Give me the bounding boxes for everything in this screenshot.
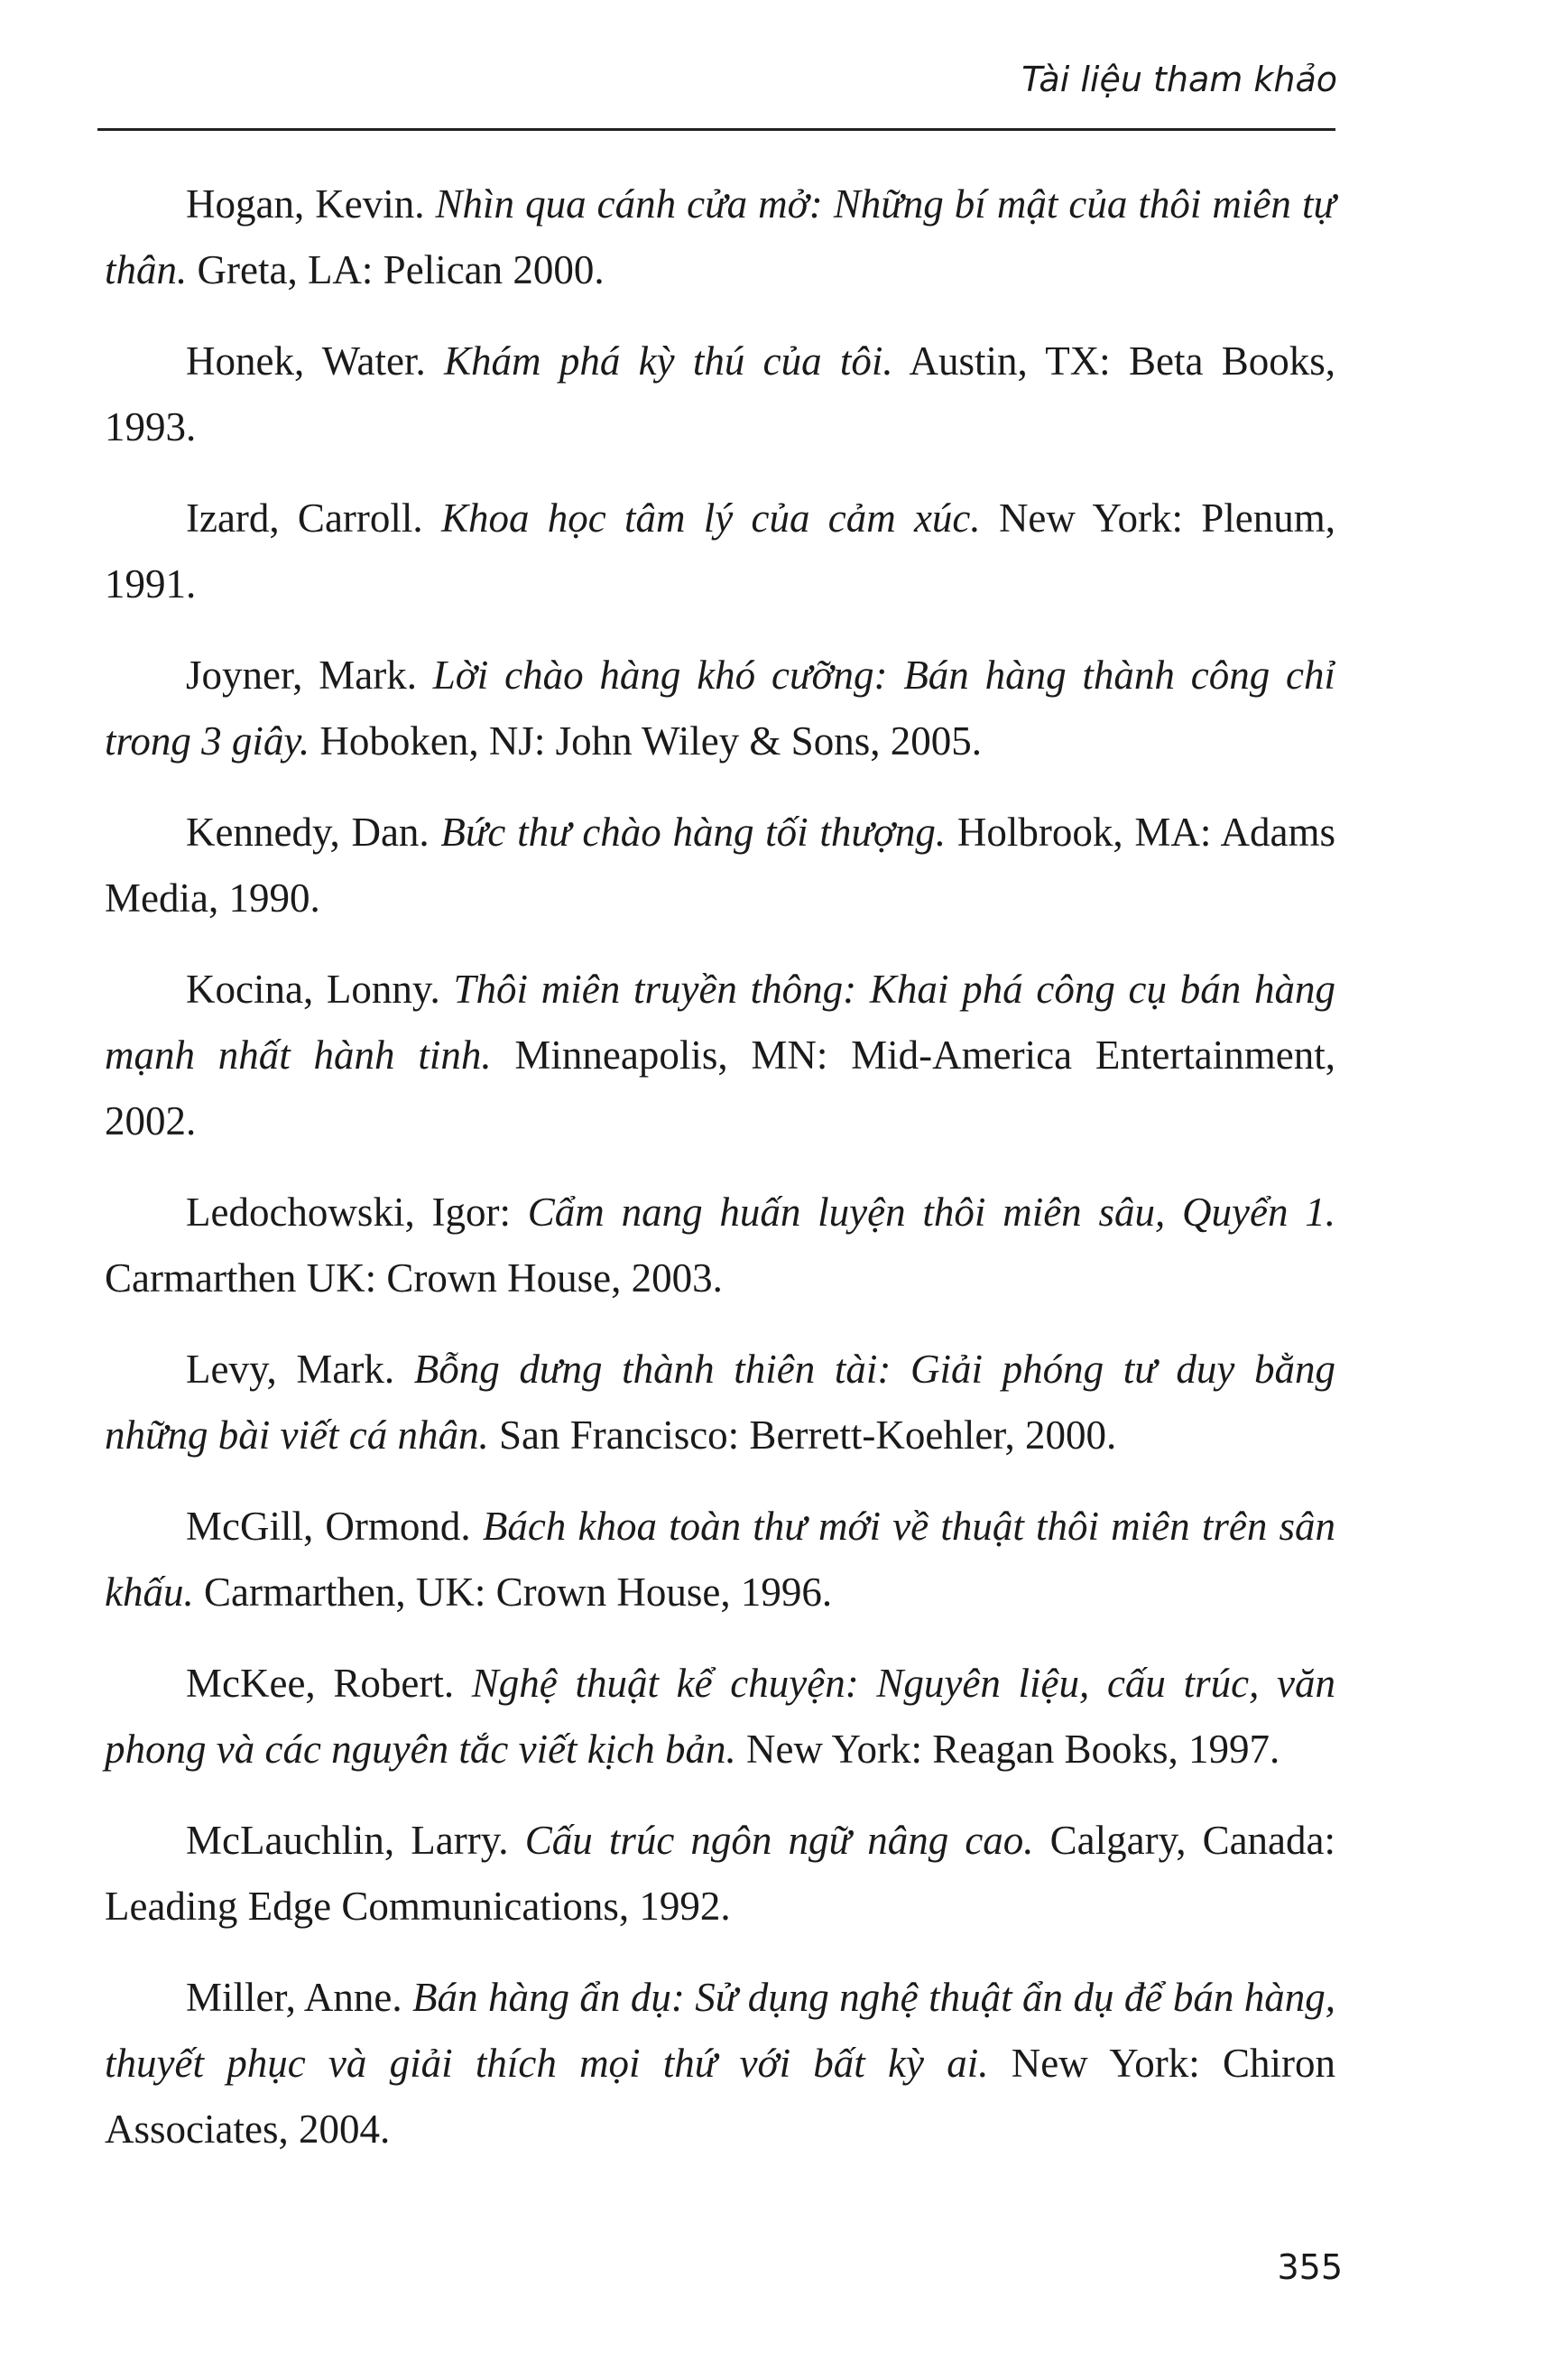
reference-publication: Austin, TX: Beta Books, 1993. xyxy=(105,338,1335,449)
reference-publication: New York: Chiron Associates, 2004. xyxy=(105,2041,1336,2152)
reference-title: Cấu trúc ngôn ngữ nâng cao. xyxy=(524,1818,1034,1863)
reference-entry xyxy=(105,957,1335,1154)
reference-author: Miller, Anne. xyxy=(186,1975,402,2020)
reference-title: Thôi miên truyền thông: Khai phá công cụ bán hàng mạnh nhất hành tinh. xyxy=(105,967,1335,1078)
reference-author: Levy, Mark. xyxy=(186,1347,395,1392)
reference-title: Bức thư chào hàng tối thượng. xyxy=(440,810,947,855)
header-rule xyxy=(97,128,1335,131)
reference-publication: New York: Plenum, 1991. xyxy=(105,495,1336,607)
reference-list xyxy=(105,171,1335,2188)
reference-publication: Holbrook, MA: Adams Media, 1990. xyxy=(105,810,1336,921)
reference-entry xyxy=(105,486,1335,617)
reference-entry xyxy=(105,1494,1335,1625)
reference-author: McKee, Robert. xyxy=(186,1661,455,1706)
reference-entry xyxy=(105,1337,1335,1468)
reference-publication: Calgary, Canada: Leading Edge Communications, 1992. xyxy=(105,1818,1336,1929)
reference-entry xyxy=(105,1180,1335,1311)
reference-author: Izard, Carroll. xyxy=(186,495,423,541)
reference-author: Kocina, Lonny. xyxy=(186,967,440,1012)
reference-title: Khám phá kỳ thú của tôi. xyxy=(444,338,893,384)
reference-title: Bách khoa toàn thư mới về thuật thôi miên trên sân khấu. xyxy=(105,1504,1336,1615)
reference-publication: Greta, LA: Pelican 2000. xyxy=(197,247,605,292)
reference-title: Nghệ thuật kể chuyện: Nguyên liệu, cấu trúc, văn phong và các nguyên tắc viết kịch bản. xyxy=(105,1661,1335,1772)
reference-title: Lời chào hàng khó cưỡng: Bán hàng thành công chỉ trong 3 giây. xyxy=(105,653,1336,764)
running-header: Tài liệu tham khảo xyxy=(1021,60,1337,99)
reference-entry xyxy=(105,1965,1335,2162)
reference-title: Khoa học tâm lý của cảm xúc. xyxy=(440,495,981,541)
page-number: 355 xyxy=(1277,2247,1343,2287)
reference-author: McGill, Ormond. xyxy=(186,1504,471,1549)
reference-author: Hogan, Kevin. xyxy=(186,181,425,227)
reference-author: Kennedy, Dan. xyxy=(186,810,430,855)
reference-entry xyxy=(105,1808,1335,1940)
reference-title: Nhìn qua cánh cửa mở: Những bí mật của thôi miên tự thân. xyxy=(105,181,1335,292)
reference-author: McLauchlin, Larry. xyxy=(186,1818,509,1863)
reference-title: Bỗng dưng thành thiên tài: Giải phóng tư duy bằng những bài viết cá nhân. xyxy=(105,1347,1336,1458)
reference-entry xyxy=(105,171,1335,303)
reference-publication: Hoboken, NJ: John Wiley & Sons, 2005. xyxy=(319,718,982,764)
reference-publication: San Francisco: Berrett-Koehler, 2000. xyxy=(498,1412,1117,1458)
reference-author: Ledochowski, Igor: xyxy=(186,1190,511,1235)
reference-title: Cẩm nang huấn luyện thôi miên sâu, Quyển 1. xyxy=(527,1190,1335,1235)
reference-entry xyxy=(105,1651,1335,1783)
reference-entry xyxy=(105,800,1335,931)
reference-author: Honek, Water. xyxy=(186,338,426,384)
reference-publication: Carmarthen, UK: Crown House, 1996. xyxy=(203,1570,833,1615)
reference-publication: New York: Reagan Books, 1997. xyxy=(746,1727,1280,1772)
reference-entry xyxy=(105,643,1335,774)
reference-author: Joyner, Mark. xyxy=(186,653,417,698)
reference-publication: Carmarthen UK: Crown House, 2003. xyxy=(105,1255,723,1301)
reference-publication: Minneapolis, MN: Mid-America Entertainment, 2002. xyxy=(105,1033,1336,1144)
reference-title: Bán hàng ẩn dụ: Sử dụng nghệ thuật ẩn dụ để bán hàng, thuyết phục và giải thích mọi thứ với bất kỳ ai. xyxy=(105,1975,1336,2086)
reference-entry xyxy=(105,329,1335,460)
